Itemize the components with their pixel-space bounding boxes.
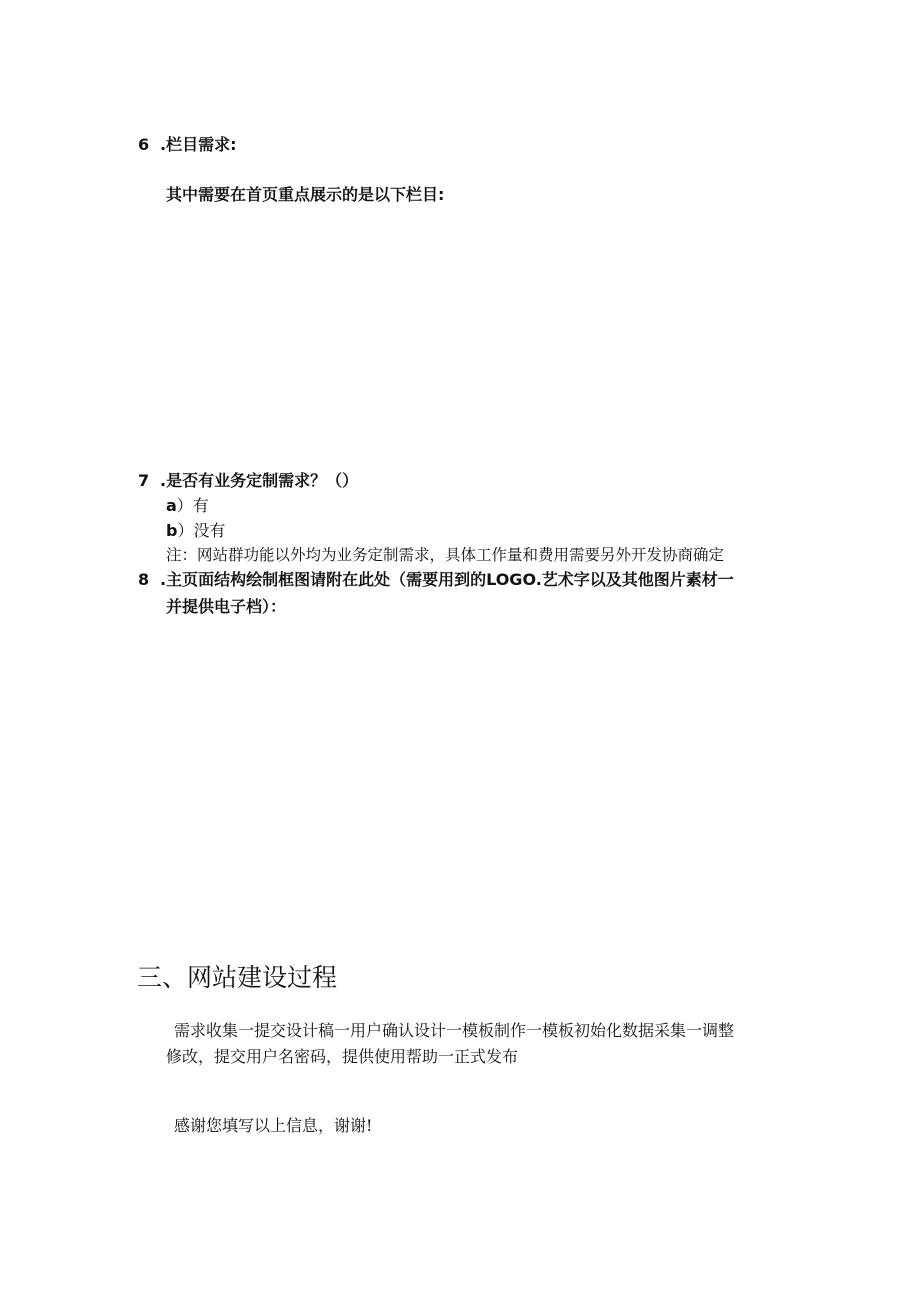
process-line-1: 需求收集一提交设计稿一用户确认设计一模板制作一模板初始化数据采集一调整 [174,1021,735,1040]
option-a-text: ）有 [176,496,209,515]
section-7-title: .是否有业务定制需求？（） [160,471,359,490]
section-6-number: 6 [138,135,150,154]
thanks-text: 感谢您填写以上信息，谢谢! [174,1116,373,1135]
process-line-2: 修改，提交用户名密码，提供使用帮助一正式发布 [166,1047,519,1066]
option-b-letter: b [166,521,178,540]
option-b [166,518,225,541]
section-6-subtitle: 其中需要在首页重点展示的是以下栏目: [166,185,445,204]
option-a-letter: a [166,496,177,515]
section-8-number: 8 [138,570,150,589]
section-8-title-line1: .主页面结构绘制框图请附在此处（需要用到的LOGO.艺术字以及其他图片素材一 [160,570,734,589]
section-8-title-line2: 并提供电子档）： [166,597,287,616]
section-7-number: 7 [138,471,150,490]
section-7-heading [138,468,358,491]
section-7-note: 注：网站群功能以外均为业务定制需求，具体工作量和费用需要另外开发协商确定 [166,546,725,564]
part-3-heading: 三、网站建设过程 [137,963,338,992]
section-8-heading [138,567,734,590]
section-6-title: .栏目需求: [160,135,237,154]
section-6-heading [138,132,236,155]
option-b-text: ）没有 [177,521,226,540]
option-a [166,493,209,516]
